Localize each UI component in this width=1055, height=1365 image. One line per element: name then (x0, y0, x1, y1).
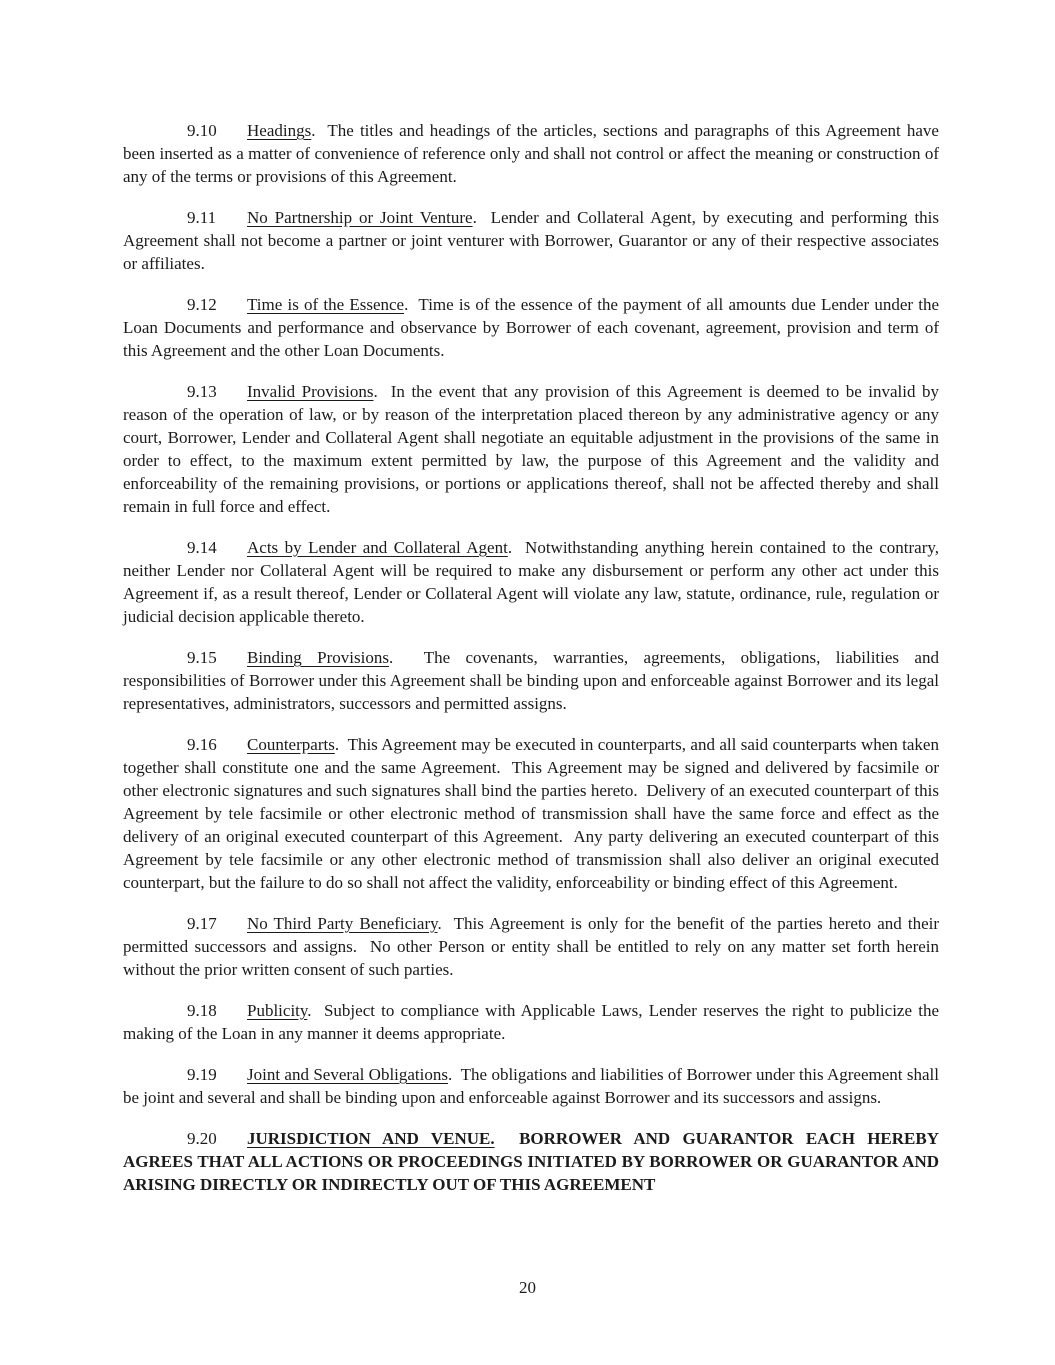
section-number: 9.16 (187, 735, 217, 754)
section-paragraph-9-19 (123, 1063, 939, 1109)
section-heading: No Partnership or Joint Venture (247, 208, 473, 227)
section-number: 9.20 (187, 1129, 217, 1148)
section-number: 9.15 (187, 648, 217, 667)
section-paragraph-9-11 (123, 206, 939, 275)
section-heading-sep: . (388, 648, 424, 667)
section-heading: Headings (247, 121, 312, 140)
section-paragraph-9-14 (123, 536, 939, 628)
section-heading-sep: . (437, 914, 454, 933)
section-paragraph-9-16 (123, 733, 939, 894)
section-heading: Joint and Several Obligations (247, 1065, 448, 1084)
section-paragraph-9-18 (123, 999, 939, 1045)
section-heading-sep: . (507, 538, 526, 557)
section-body: BORROWER AND GUARANTOR EACH HEREBY AGREES THAT ALL ACTIONS OR PROCEEDINGS INITIATED BY BORROWER OR GUARANTOR AND ARISING DIRECTLY OR INDIRECTLY OUT OF THIS AGREEMENT (123, 1129, 939, 1194)
section-heading-sep: . (307, 1001, 324, 1020)
section-heading-sep: . (404, 295, 419, 314)
section-heading-sep: . (334, 735, 348, 754)
document-body (123, 119, 939, 1196)
page-number: 20 (519, 1278, 536, 1297)
section-heading: Invalid Provisions (247, 382, 374, 401)
section-paragraph-9-15 (123, 646, 939, 715)
section-paragraph-9-17 (123, 912, 939, 981)
section-number: 9.12 (187, 295, 217, 314)
section-heading-sep: . (311, 121, 328, 140)
section-body: The titles and headings of the articles, sections and paragraphs of this Agreement have been inserted as a matter of convenience of reference only and shall not control or affect the meaning or construction of any of the terms or provisions of this Agreement. (123, 121, 939, 186)
section-body: This Agreement is only for the benefit of the parties hereto and their permitted successors and assigns. No other Person or entity shall be entitled to rely on any matter set forth herein without the prior written consent of such parties. (123, 914, 939, 979)
section-number: 9.11 (187, 208, 217, 227)
section-number: 9.19 (187, 1065, 217, 1084)
section-body: Subject to compliance with Applicable Laws, Lender reserves the right to publicize the making of the Loan in any manner it deems appropriate. (123, 1001, 939, 1043)
section-number: 9.14 (187, 538, 217, 557)
section-heading: JURISDICTION AND VENUE. (247, 1129, 495, 1148)
section-heading-sep: . (448, 1065, 461, 1084)
section-body: Time is of the essence of the payment of all amounts due Lender under the Loan Documents and performance and observance by Borrower of each covenant, agreement, provision and term of this Agreement and the other Loan Documents. (123, 295, 939, 360)
section-paragraph-9-20 (123, 1127, 939, 1196)
section-paragraph-9-12 (123, 293, 939, 362)
section-number: 9.13 (187, 382, 217, 401)
section-number: 9.10 (187, 121, 217, 140)
section-heading: Acts by Lender and Collateral Agent (247, 538, 508, 557)
section-body: This Agreement may be executed in counterparts, and all said counterparts when taken together shall constitute one and the same Agreement. This Agreement may be signed and delivered by facsimile or other electronic signatures and such signatures shall bind the parties hereto. Delivery of an executed counterpart of this Agreement by tele facsimile or other electronic method of transmission shall have the same force and effect as the delivery of an original executed counterpart of this Agreement. Any party delivering an executed counterpart of this Agreement by tele facsimile or any other electronic method of transmission shall also deliver an original executed counterpart, but the failure to do so shall not affect the validity, enforceability or binding effect of this Agreement. (123, 735, 939, 892)
section-body: Notwithstanding anything herein contained to the contrary, neither Lender nor Collateral Agent will be required to make any disbursement or perform any other act under this Agreement if, as a result thereof, Lender or Collateral Agent will violate any law, statute, ordinance, rule, regulation or judicial decision applicable thereto. (123, 538, 940, 626)
section-heading: Publicity (247, 1001, 308, 1020)
section-heading: Counterparts (247, 735, 335, 754)
section-body: The obligations and liabilities of Borrower under this Agreement shall be joint and several and shall be binding upon and enforceable against Borrower and its successors and assigns. (123, 1065, 939, 1107)
section-body: The covenants, warranties, agreements, obligations, liabilities and responsibilities of Borrower under this Agreement shall be binding upon and enforceable against Borrower and its legal representatives, administrators, successors and permitted assigns. (123, 648, 939, 713)
section-heading: Time is of the Essence (247, 295, 405, 314)
section-body: Lender and Collateral Agent, by executing and performing this Agreement shall not become a partner or joint venturer with Borrower, Guarantor or any of their respective associates or affiliates. (123, 208, 940, 273)
section-paragraph-9-10 (123, 119, 939, 188)
section-heading: Binding Provisions (247, 648, 389, 667)
section-body: In the event that any provision of this Agreement is deemed to be invalid by reason of the operation of law, or by reason of the interpretation placed thereon by any administrative agency or any court, Borrower, Lender and Collateral Agent shall negotiate an equitable adjustment in the provisions of the same in order to effect, to the maximum extent permitted by law, the purpose of this Agreement and the validity and enforceability of the remaining provisions, or portions or applications thereof, shall not be affected thereby and shall remain in full force and effect. (123, 382, 940, 516)
section-heading: No Third Party Beneficiary (247, 914, 438, 933)
section-number: 9.17 (187, 914, 217, 933)
section-number: 9.18 (187, 1001, 217, 1020)
section-heading-sep: . (373, 382, 391, 401)
section-heading-sep (495, 1129, 520, 1148)
section-paragraph-9-13 (123, 380, 939, 518)
section-heading-sep: . (472, 208, 491, 227)
